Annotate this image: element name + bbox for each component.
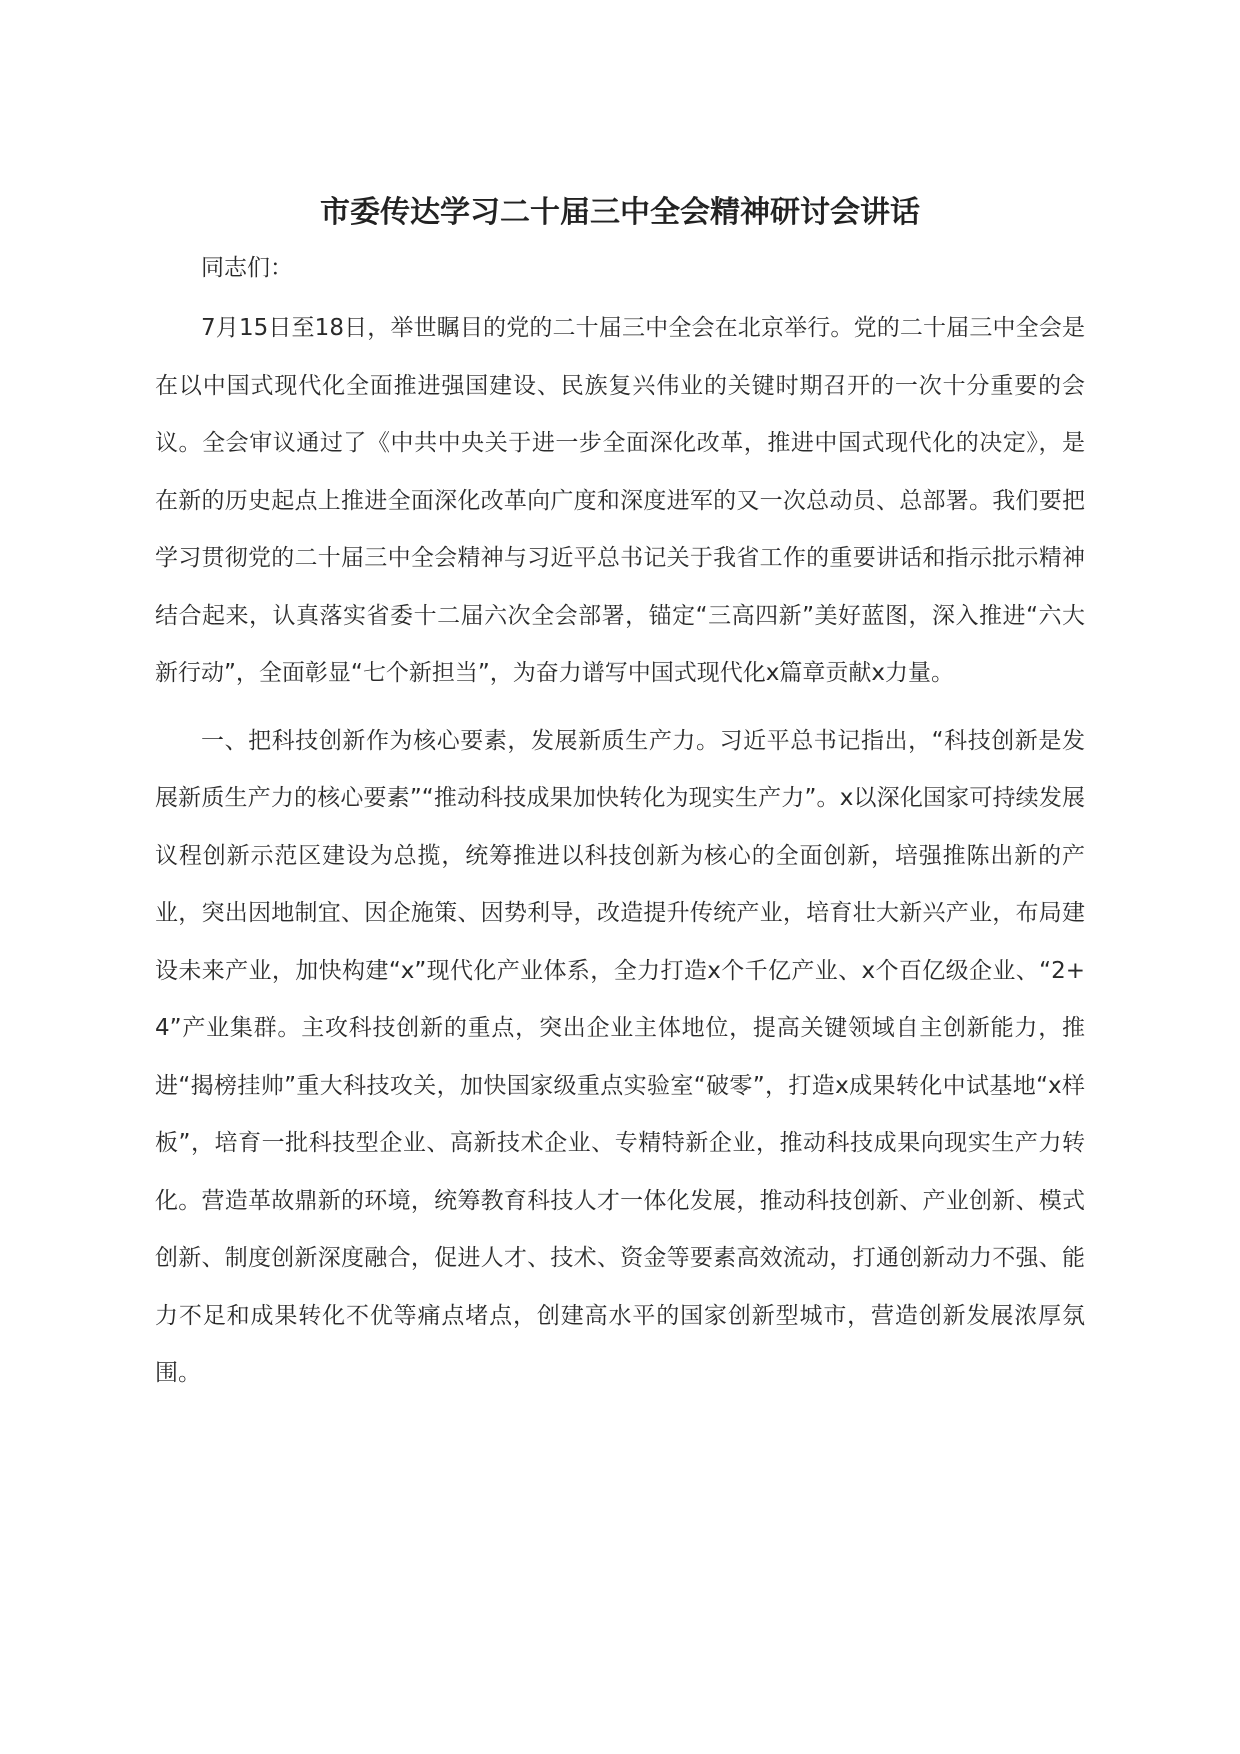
document-page [155,188,1085,1413]
document-title: 市委传达学习二十届三中全会精神研讨会讲话 [320,195,920,230]
paragraph-intro: 7月15日至18日，举世瞩目的党的二十届三中全会在北京举行。党的二十届三中全会是在以中国式现代化全面推进强国建设、民族复兴伟业的关键时期召开的一次十分重要的会议。全会审议通过了《中共中央关于进一步全面深化改革，推进中国式现代化的决定》，是在新的历史起点上推进全面深化改革向广度和深度进军的又一次总动员、总部署。我们要把学习贯彻党的二十届三中全会精神与习近平总书记关于我省工作的重要讲话和指示批示精神结合起来，认真落实省委十二届六次全会部署，锚定“三高四新”美好蓝图，深入推进“六大新行动”，全面彰显“七个新担当”，为奋力谱写中国式现代化x篇章贡献x力量。 [155,315,1085,686]
salutation: 同志们： [201,255,293,281]
paragraph-section-one: 一、把科技创新作为核心要素，发展新质生产力。习近平总书记指出，“科技创新是发展新质生产力的核心要素”“推动科技成果加快转化为现实生产力”。x以深化国家可持续发展议程创新示范区建设为总揽，统筹推进以科技创新为核心的全面创新，培强推陈出新的产业，突出因地制宜、因企施策、因势利导，改造提升传统产业，培育壮大新兴产业，布局建设未来产业，加快构建“x”现代化产业体系，全力打造x个千亿产业、x个百亿级企业、“2+4”产业集群。主攻科技创新的重点，突出企业主体地位，提高关键领域自主创新能力，推进“揭榜挂帅”重大科技攻关，加快国家级重点实验室“破零”，打造x成果转化中试基地“x样板”，培育一批科技型企业、高新技术企业、专精特新企业，推动科技成果向现实生产力转化。营造革故鼎新的环境，统筹教育科技人才一体化发展，推动科技创新、产业创新、模式创新、制度创新深度融合，促进人才、技术、资金等要素高效流动，打通创新动力不强、能力不足和成果转化不优等痛点堵点，创建高水平的国家创新型城市，营造创新发展浓厚氛围。 [155,727,1085,1386]
